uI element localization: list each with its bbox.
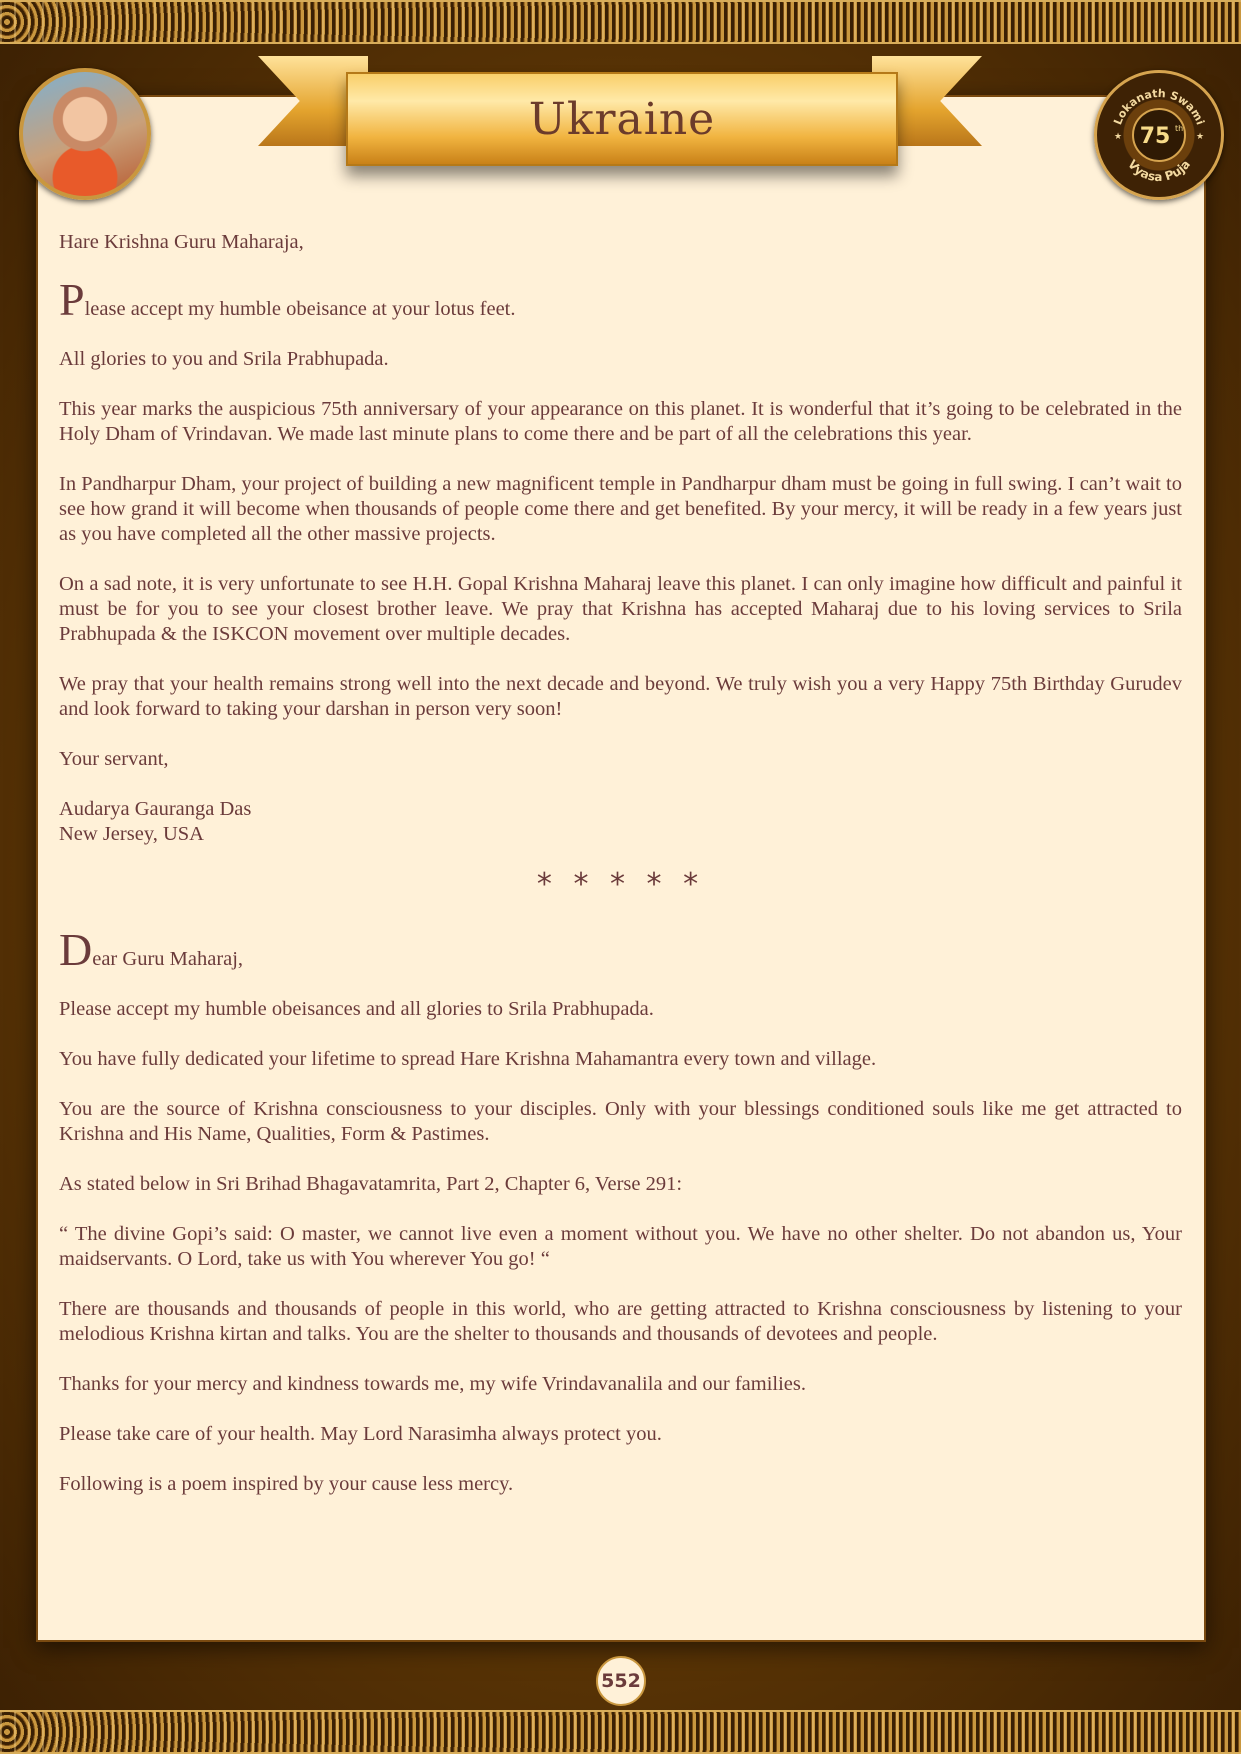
seal-bottom-text: Vyasa Puja (1124, 157, 1194, 185)
letter2-paragraph-8: Please take care of your health. May Lord Narasimha always protect you. (59, 1423, 662, 1445)
author-location: New Jersey, USA (59, 823, 204, 845)
letter1-paragraph-3: This year marks the auspicious 75th anniversary of your appearance on this planet. It is wonderful that it’s going to be celebrated in the Holy Dham of Vrindavan. We made last minute plans to come there and be part of all the celebrations this year. (59, 398, 1182, 445)
letter2-paragraph-6: There are thousands and thousands of people in this world, who are getting attracted to Krishna consciousness by listening to your melodious Krishna kirtan and talks. You are the shelter to thousands and thousands of devotees and people. (59, 1298, 1182, 1345)
letter1-paragraph-1 (59, 274, 1182, 325)
letter1-salutation: Hare Krishna Guru Maharaja, (59, 231, 304, 253)
letter2-paragraph-7: Thanks for your mercy and kindness towards me, my wife Vrindavanalila and our families. (59, 1373, 807, 1395)
page-title: Ukraine (528, 93, 716, 145)
letter1-closing: Your servant, (59, 748, 169, 770)
letter2-salutation (59, 924, 1182, 975)
author-name: Audarya Gauranga Das (59, 798, 252, 820)
letter2-paragraph-9: Following is a poem inspired by your cause less mercy. (59, 1473, 514, 1495)
seal-number: 75 (1139, 124, 1171, 149)
letter2-paragraph-2: You have fully dedicated your lifetime to spread Hare Krishna Mahamantra every town and village. (59, 1048, 877, 1070)
vyasa-puja-seal (1094, 70, 1224, 200)
seal-star-right-icon: ★ (1196, 132, 1205, 142)
section-separator: * * * * * (536, 867, 705, 902)
seal-top-text: Lokanath Swami (1111, 86, 1207, 127)
letter1-paragraph-6: We pray that your health remains strong well into the next decade and beyond. We truly wish you a very Happy 75th Birthday Gurudev and look forward to taking your darshan in person very soon! (59, 673, 1182, 720)
seal-superscript: th (1175, 124, 1184, 133)
title-banner (258, 50, 982, 170)
letter2-salutation-text: ear Guru Maharaj, (92, 948, 244, 970)
seal-star-left-icon: ★ (1114, 132, 1123, 142)
letter2-quote: “ The divine Gopi’s said: O master, we cannot live even a moment without you. We have no other shelter. Do not abandon us, Your maidservants. O Lord, take us with You wherever You go! “ (59, 1223, 1182, 1270)
drop-cap: D (59, 924, 93, 975)
letter1-paragraph-2: All glories to you and Srila Prabhupada. (59, 348, 389, 370)
letter-content (59, 230, 1182, 1522)
letter1-paragraph-4: In Pandharpur Dham, your project of building a new magnificent temple in Pandharpur dham must be going in full swing. I can’t wait to see how grand it will become when thousands of people come there and get benefited. By your mercy, it will be ready in a few years just as you have completed all the other massive projects. (59, 473, 1182, 545)
letter2-paragraph-1: Please accept my humble obeisances and all glories to Srila Prabhupada. (59, 998, 654, 1020)
decorative-border-bottom (0, 1710, 1241, 1754)
page-number: 552 (596, 1656, 646, 1706)
drop-cap: P (59, 274, 85, 325)
decorative-border-top (0, 0, 1241, 44)
letter1-paragraph-1-text: lease accept my humble obeisance at your lotus feet. (84, 298, 516, 320)
letter2-paragraph-3: You are the source of Krishna consciousness to your disciples. Only with your blessings conditioned souls like me get attracted to Krishna and His Name, Qualities, Form & Pastimes. (59, 1098, 1182, 1145)
letter1-paragraph-5: On a sad note, it is very unfortunate to see H.H. Gopal Krishna Maharaj leave this planet. I can only imagine how difficult and painful it must be for you to see your closest brother leave. We pray that Krishna has accepted Maharaj due to his loving services to Srila Prabhupada & the ISKCON movement over multiple decades. (59, 573, 1182, 645)
letter2-paragraph-4: As stated below in Sri Brihad Bhagavatamrita, Part 2, Chapter 6, Verse 291: (59, 1173, 683, 1195)
banner-plate (346, 72, 898, 166)
seal-graphic (1097, 73, 1221, 197)
guru-portrait (19, 68, 151, 200)
letter1-signature (59, 797, 1182, 847)
